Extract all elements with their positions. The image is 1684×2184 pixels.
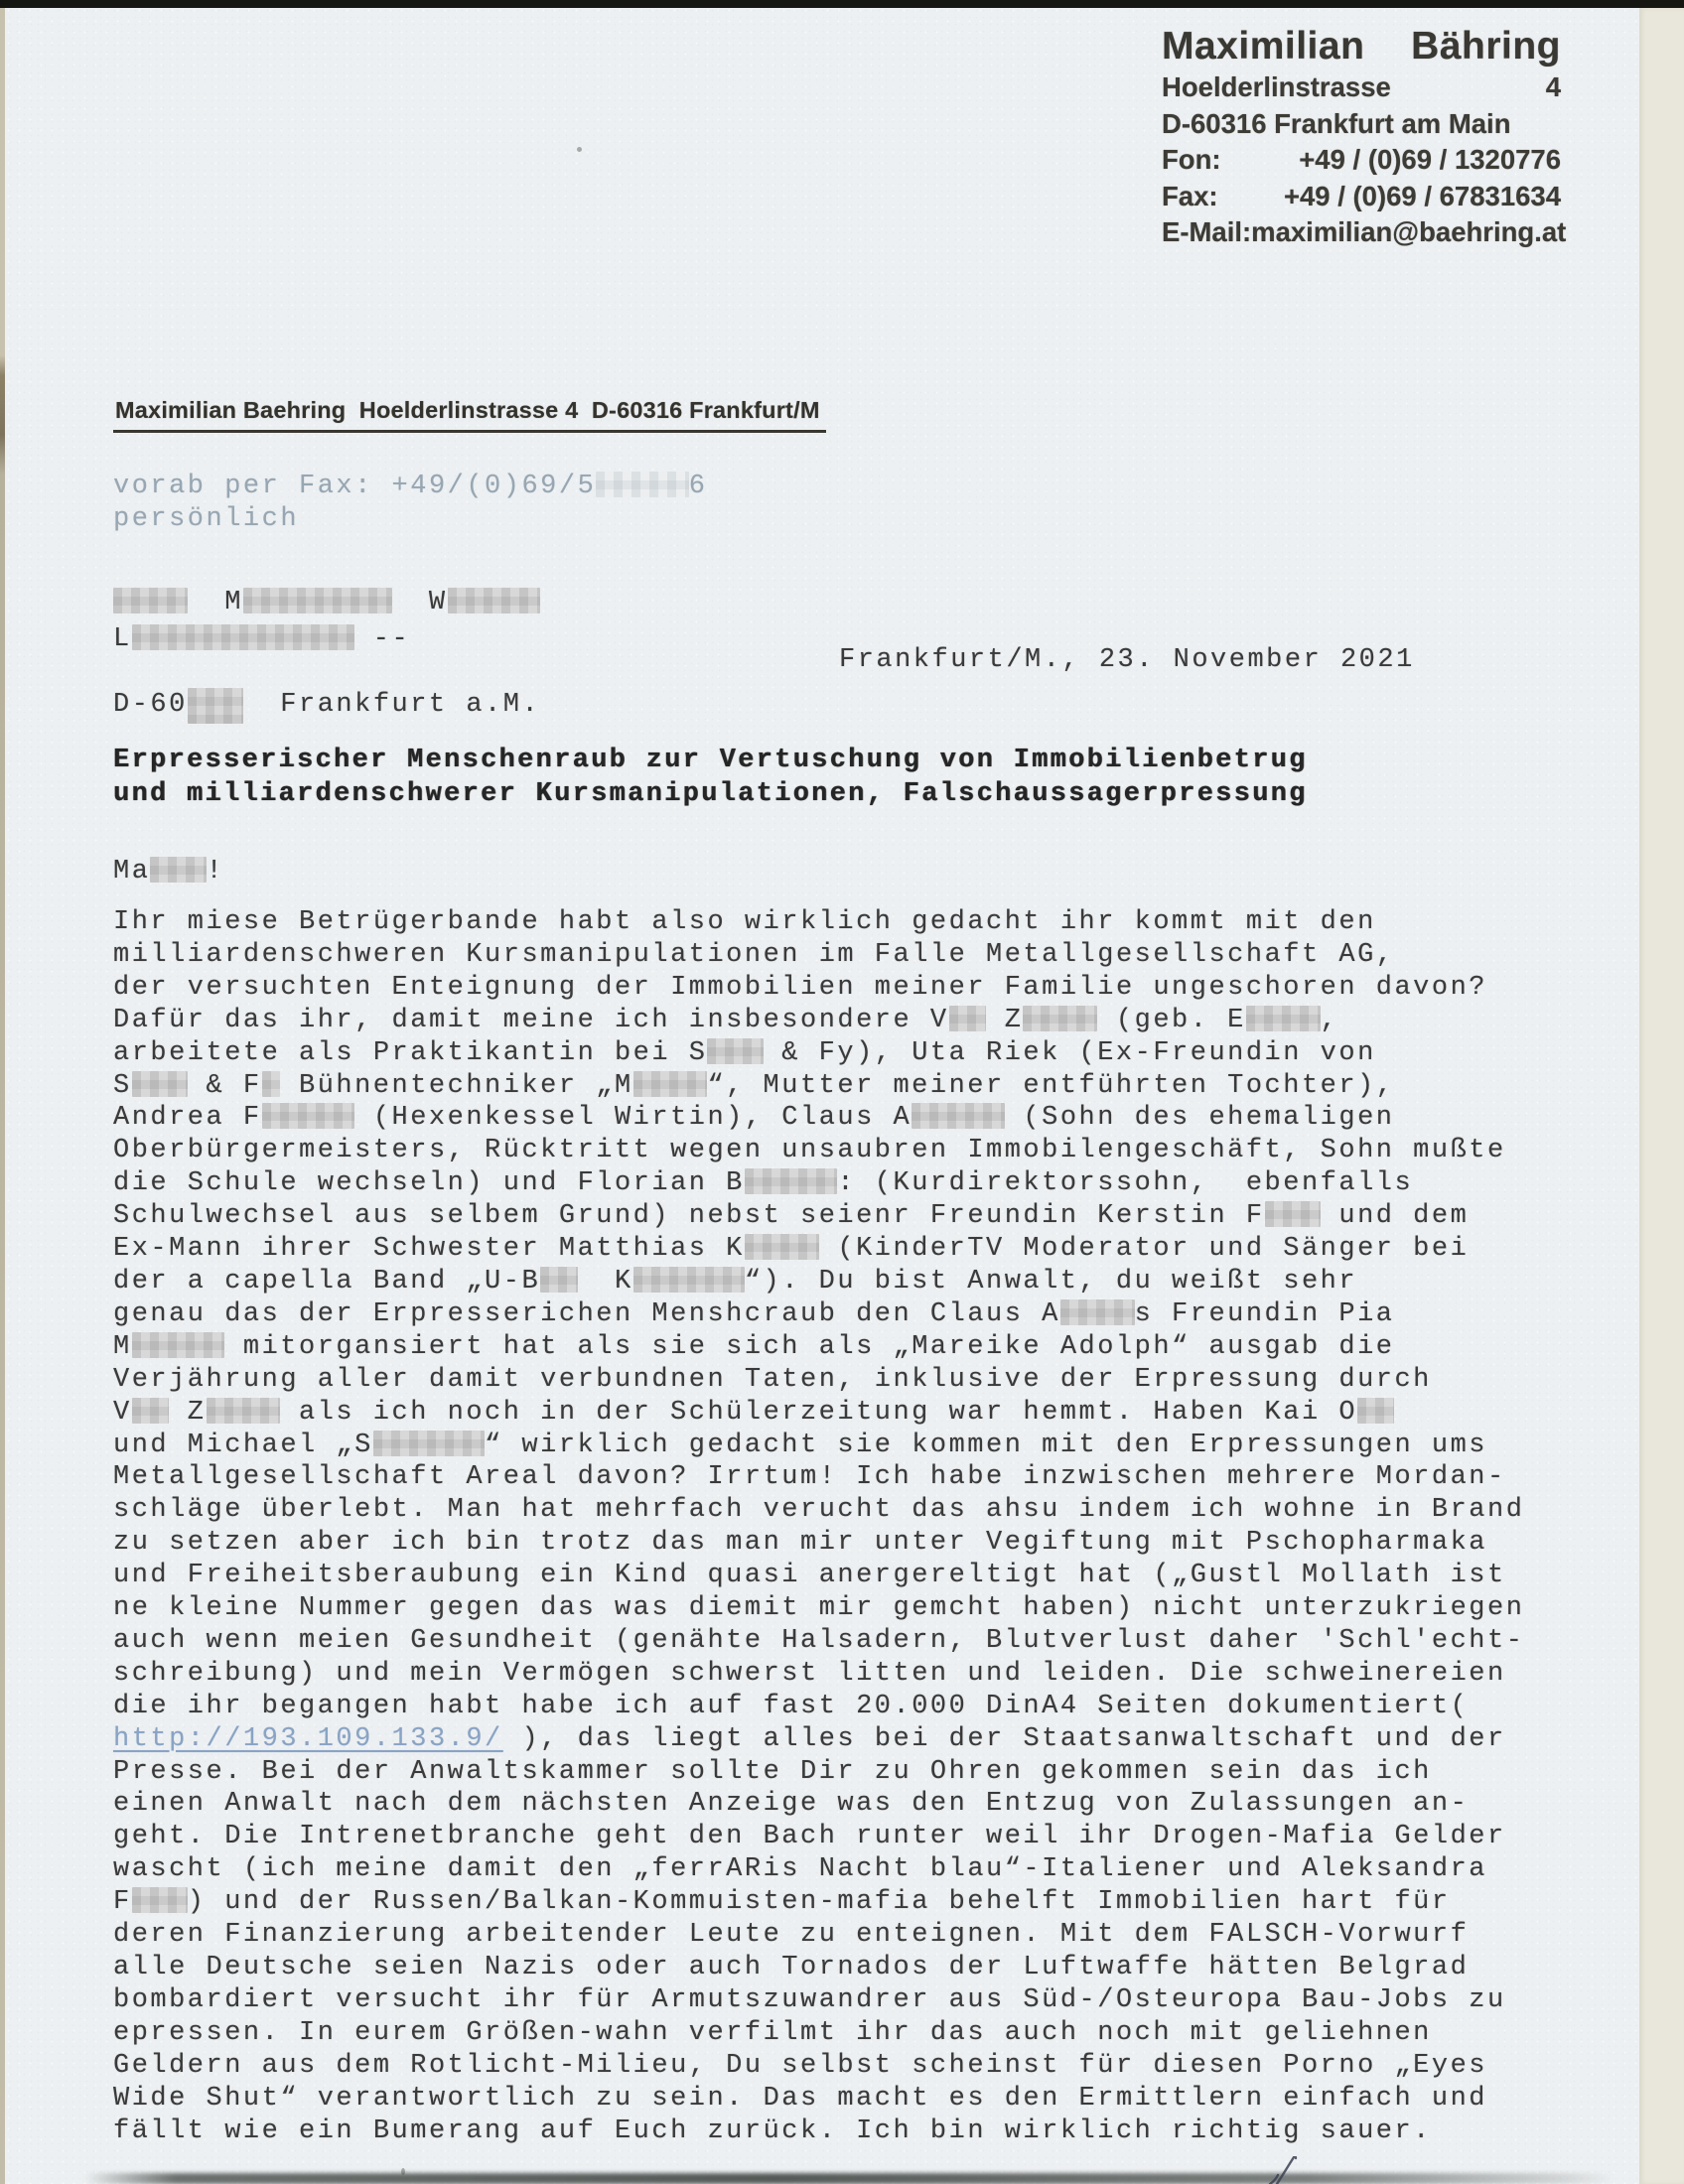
text-line: S & F Bühnentechniker „M “, Mutter meiner entführten Tochter), xyxy=(113,1070,1395,1101)
text-line: ne kleine Nummer gegen das was diemit mir gemcht haben) nicht unterzukriegen xyxy=(113,1593,1525,1624)
letterhead-street: Hoelderlinstrasse xyxy=(1162,71,1391,102)
text-line: und Michael „S “ wirklich gedacht sie kommen mit den Erpressungen ums xyxy=(113,1430,1487,1460)
text-line: http://193.109.133.9/ ), das liegt alles bei der Staatsanwaltschaft und der xyxy=(113,1723,1506,1754)
redaction-block xyxy=(912,1103,1005,1129)
body-link[interactable]: http://193.109.133.9/ xyxy=(113,1723,503,1754)
text-line: alle Deutsche seien Nazis oder auch Tornados der Luftwaffe hätten Belgrad xyxy=(113,1953,1470,1982)
redaction-block xyxy=(132,624,354,650)
redaction-block xyxy=(1023,1006,1097,1031)
text-line: milliardenschweren Kursmanipulationen im Falle Metallgesellschaft AG, xyxy=(113,939,1395,970)
redaction-block xyxy=(150,857,206,883)
text-line: Metallgesellschaft Areal davon? Irrtum! Ich habe inzwischen mehrere Mordan- xyxy=(113,1462,1506,1493)
scan-edge-top xyxy=(0,0,1684,8)
text-line: Geldern aus dem Rotlicht-Milieu, Du selbst scheinst für diesen Porno „Eyes xyxy=(113,2050,1487,2081)
delivery-note xyxy=(113,471,707,536)
text-line: Wide Shut“ verantwortlich zu sein. Das macht es den Ermittlern einfach und xyxy=(113,2083,1487,2114)
redaction-block xyxy=(1357,1398,1394,1424)
signature-stroke xyxy=(1267,2156,1311,2184)
text-line: F ) und der Russen/Balkan-Kommuisten-mafia behelft Immobilien hart für xyxy=(113,1887,1451,1918)
redaction-block xyxy=(207,1398,281,1424)
text-line: die ihr begangen habt habe ich auf fast 20.000 DinA4 Seiten dokumentiert( xyxy=(113,1691,1470,1721)
redaction-block xyxy=(373,1431,485,1456)
text-line: genau das der Erpresserichen Menshcraub den Claus A s Freundin Pia xyxy=(113,1298,1395,1329)
email-label: E-Mail: xyxy=(1162,216,1252,247)
fax-number: +49 / (0)69 / 67831634 xyxy=(1283,180,1561,211)
redaction-block xyxy=(262,1071,281,1097)
text-line: Andrea F (Hexenkessel Wirtin), Claus A (Sohn des ehemaligen xyxy=(113,1103,1395,1134)
redaction-block xyxy=(949,1006,986,1031)
letterhead-last-name: Bähring xyxy=(1411,25,1561,68)
text-line: V Z als ich noch in der Schülerzeitung war hemmt. Haben Kai O xyxy=(113,1397,1524,1430)
fax-label: Fax: xyxy=(1162,180,1218,211)
recipient-city-line: D-60 Frankfurt a.M. xyxy=(113,688,540,724)
letterhead xyxy=(1162,24,1567,251)
letterhead-fax-row xyxy=(1162,179,1561,215)
redaction-block xyxy=(540,1267,577,1293)
redaction-block xyxy=(132,1071,188,1097)
letterhead-name xyxy=(1162,24,1561,69)
redaction-block xyxy=(745,1168,838,1194)
text-line: wascht (ich meine damit den „ferrARis Nacht blau“-Italiener und Aleksandra xyxy=(113,1854,1487,1885)
text-line: Presse. Bei der Anwaltskammer sollte Dir zu Ohren gekommen sein das ich xyxy=(113,1756,1432,1787)
text-line: der a capella Band „U-B K “). Du bist Anwalt, du weißt sehr xyxy=(113,1266,1358,1297)
text-line: zu setzen aber ich bin trotz das man mir unter Vegiftung mit Pschopharmaka xyxy=(113,1528,1487,1559)
text-line: einen Anwalt nach dem nächsten Anzeige was den Entzug von Zulassungen an- xyxy=(113,1789,1470,1820)
letterhead-city-row xyxy=(1162,106,1561,143)
letterhead-city: D-60316 Frankfurt am Main xyxy=(1162,107,1511,139)
redaction-block xyxy=(745,1234,819,1260)
text-line: Verjährung aller damit verbundnen Taten, inklusive der Erpressung durch xyxy=(113,1364,1432,1395)
text-line: schreibung) und mein Vermögen schwerst litten und leiden. Die schweinereien xyxy=(113,1658,1506,1689)
text-line: schläge überlebt. Man hat mehrfach verucht das ahsu indem ich wohne in Brand xyxy=(113,1495,1525,1526)
sender-address-line: Maximilian Baehring Hoelderlinstrasse 4 D-60316 Frankfurt/M xyxy=(113,397,826,433)
redaction-block xyxy=(707,1038,763,1064)
letterhead-street-row xyxy=(1162,69,1561,106)
redaction-block xyxy=(1246,1006,1321,1031)
email-address: maximilian@baehring.at xyxy=(1251,216,1567,247)
recipient-name-line: M W xyxy=(113,587,540,619)
fon-number: +49 / (0)69 / 1320776 xyxy=(1299,144,1561,175)
text-line: vorab per Fax: +49/(0)69/5 6 xyxy=(113,472,708,501)
text-line: auch wenn meien Gesundheit (genähte Halsadern, Blutverlust daher 'Schl'echt- xyxy=(113,1625,1525,1656)
redaction-block xyxy=(243,588,392,614)
text-line: der versuchten Enteignung der Immobilien meiner Familie ungeschoren davon? xyxy=(113,972,1487,1003)
redaction-block xyxy=(132,1332,225,1358)
text-line: bombardiert versucht ihr für Armutszuwandrer aus Süd-/Osteuropa Bau-Jobs zu xyxy=(113,1984,1506,2015)
redaction-block xyxy=(633,1071,708,1097)
text-line: Dafür das ihr, damit meine ich insbesondere V Z (geb. E , xyxy=(113,1005,1339,1035)
text-line: arbeitete als Praktikantin bei S & Fy), Uta Riek (Ex-Freundin von xyxy=(113,1037,1376,1068)
letterhead-street-number: 4 xyxy=(1545,71,1561,102)
text-line: Ex-Mann ihrer Schwester Matthias K (KinderTV Moderator und Sänger bei xyxy=(113,1234,1470,1265)
scan-edge-bottom xyxy=(84,2173,1614,2184)
letterhead-first-name: Maximilian xyxy=(1162,25,1365,68)
redaction-block xyxy=(448,588,541,614)
fon-label: Fon: xyxy=(1162,144,1221,175)
text-line: die Schule wechseln) und Florian B : (Kurdirektorssohn, ebenfalls xyxy=(113,1168,1414,1199)
redaction-block xyxy=(262,1103,355,1129)
salutation: Ma ! xyxy=(113,857,225,887)
text-line: Ihr miese Betrügerbande habt also wirklich gedacht ihr kommt mit den xyxy=(113,907,1376,937)
redaction-block xyxy=(132,1887,188,1913)
redaction-block xyxy=(188,688,243,724)
text-line: und Freiheitsberaubung ein Kind quasi anergereltigt hat („Gustl Mollath ist xyxy=(113,1561,1506,1591)
text-line: M mitorgansiert hat als sie sich als „Mareike Adolph“ ausgab die xyxy=(113,1331,1395,1362)
text-line: persönlich xyxy=(113,504,300,534)
dateline: Frankfurt/M., 23. November 2021 xyxy=(839,645,1415,675)
text-line: geht. Die Intrenetbranche geht den Bach runter weil ihr Drogen-Mafia Gelder xyxy=(113,1822,1506,1852)
text-line: deren Finanzierung arbeitender Leute zu enteignen. Mit dem FALSCH-Vorwurf xyxy=(113,1920,1470,1951)
redaction-block xyxy=(132,1398,169,1424)
redaction-block xyxy=(113,588,188,614)
redaction-block xyxy=(596,472,689,497)
subject-line-1: Erpresserischer Menschenraub zur Vertuschung von Immobilienbetrug xyxy=(113,746,1308,775)
letterhead-email-row xyxy=(1162,214,1567,251)
subject-line-2: und milliardenschwerer Kursmanipulationen, Falschaussagerpressung xyxy=(113,779,1308,809)
scan-edge-right xyxy=(1639,8,1684,2184)
scan-artifact xyxy=(577,147,582,152)
text-line: Oberbürgermeisters, Rücktritt wegen unsaubren Immobilengeschäft, Sohn mußte xyxy=(113,1136,1506,1166)
redaction-block xyxy=(633,1267,745,1293)
letterhead-fon-row xyxy=(1162,142,1561,179)
redaction-block xyxy=(1265,1201,1321,1227)
redaction-block xyxy=(1060,1299,1135,1325)
scan-edge-left xyxy=(0,8,5,2184)
text-line: epressen. In eurem Größen-wahn verfilmt ihr das auch noch mit geliehnen xyxy=(113,2017,1432,2048)
recipient-street-line: L -- xyxy=(113,624,411,654)
letter-body xyxy=(113,906,1524,2147)
text-line: Schulwechsel aus selbem Grund) nebst seienr Freundin Kerstin F und dem xyxy=(113,1201,1470,1232)
text-line: fällt wie ein Bumerang auf Euch zurück. Ich bin wirklich richtig sauer. xyxy=(113,2116,1432,2146)
